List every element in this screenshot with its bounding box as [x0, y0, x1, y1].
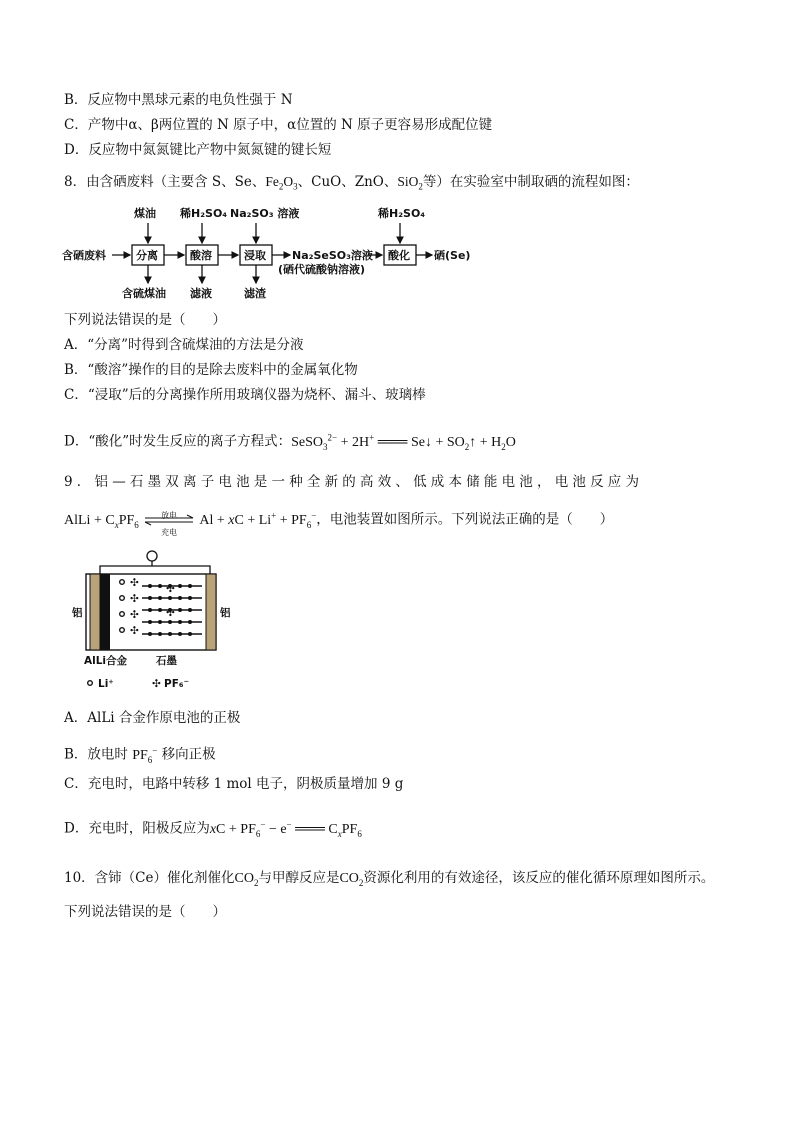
svg-text:✣: ✣: [130, 609, 139, 621]
legend-li: Li⁺: [98, 678, 114, 690]
right-aluminum-electrode: [206, 574, 216, 650]
flow-product: 硒(Se): [434, 249, 471, 262]
q9-stem-line1: 9．铝—石墨双离子电池是一种全新的高效、低成本储能电池，电池反应为: [64, 474, 644, 490]
svg-text:浸取: 浸取: [244, 249, 266, 262]
q8-stem: 8．由含硒废料（主要含 S、Se、$Fe_2O_3$、CuO、ZnO、SiO$_2$等）在实验室中制取硒的流程如图：: [64, 174, 639, 192]
q7-option-b: B．反应物中黑球元素的电负性强于 N: [64, 92, 293, 108]
svg-text:✣: ✣: [130, 593, 139, 605]
q9-option-d: D．充电时，阳极反应为xC + $PF_6^- - e^-$ ═══ $C_xPF_6$: [64, 819, 362, 839]
q9-stem-line2: AlLi + $C_xPF_6$ 放电 充电 Al + xC + $Li^+ + PF_6^-$，电池装置如图所示。下列说法正确的是（ ）: [64, 510, 614, 538]
selenium-flow-diagram: [62, 205, 622, 305]
cathode-label: 石墨: [156, 655, 177, 667]
q8-option-b: B．“酸溶”操作的目的是除去废料中的金属氧化物: [64, 362, 358, 378]
q10-stem: 10．含铈（Ce）催化剂催化$CO_2$与甲醇反应是$CO_2$资源化利用的有效途径，该反应的催化循环原理如图所示。: [64, 870, 715, 888]
right-electrode-label: 铝: [220, 607, 231, 619]
q7-option-d: D．反应物中氮氮键比产物中氮氮键的键长短: [64, 142, 332, 158]
svg-text:✣: ✣: [166, 583, 175, 595]
flow-input-1: 煤油: [134, 207, 156, 220]
legend-li-icon: [88, 681, 93, 686]
svg-text:分离: 分离: [136, 249, 158, 262]
flow-feed: 含硒废料: [62, 249, 106, 262]
svg-text:✣: ✣: [130, 577, 139, 589]
flow-intermediate-note: (硒代硫酸钠溶液): [278, 263, 366, 276]
svg-text:✣: ✣: [166, 607, 175, 619]
svg-text:✣: ✣: [130, 625, 139, 637]
q8-option-c: C．“浸取”后的分离操作所用玻璃仪器为烧杯、漏斗、玻璃棒: [64, 387, 426, 403]
flow-output-1: 含硫煤油: [122, 287, 166, 300]
flow-input-4: 稀H₂SO₄: [378, 207, 426, 220]
q8-question: 下列说法错误的是（ ）: [64, 312, 226, 328]
flow-input-2: 稀H₂SO₄: [180, 207, 228, 220]
svg-text:酸化: 酸化: [388, 249, 410, 262]
reversible-arrow: 放电 充电: [143, 510, 195, 530]
legend-pf6-icon: ✣: [152, 678, 161, 690]
q9-option-c: C．充电时，电路中转移 1 mol 电子，阴极质量增加 9 g: [64, 776, 404, 792]
anode-label: AlLi合金: [84, 655, 128, 667]
q7-option-c: C．产物中α、β两位置的 N 原子中，α位置的 N 原子更容易形成配位键: [64, 117, 493, 133]
battery-diagram: [72, 548, 250, 698]
q9-option-b: B．放电时 $PF_6^-$ 移向正极: [64, 745, 216, 765]
q10-question: 下列说法错误的是（ ）: [64, 904, 226, 920]
q9-option-a: A．AlLi 合金作原电池的正极: [64, 710, 241, 726]
left-aluminum-electrode: [90, 574, 100, 650]
svg-text:酸溶: 酸溶: [190, 249, 212, 262]
flow-input-3: Na₂SO₃ 溶液: [230, 207, 300, 220]
left-electrode-label: 铝: [72, 607, 83, 619]
flow-output-2: 滤液: [190, 287, 212, 300]
bulb-icon: [147, 551, 157, 561]
q8-option-a: A．“分离”时得到含硫煤油的方法是分液: [64, 337, 304, 353]
alli-alloy-electrode: [100, 574, 110, 650]
legend-pf6: PF₆⁻: [164, 678, 190, 690]
flow-intermediate: Na₂SeSO₃溶液: [292, 249, 373, 262]
flow-output-3: 滤渣: [244, 287, 266, 300]
q8-option-d: D．“酸化”时发生反应的离子方程式：SeSO$_3^{2-}$ + 2H+ ═══ Se↓ + $SO_2↑ + H_2O$: [64, 432, 516, 452]
